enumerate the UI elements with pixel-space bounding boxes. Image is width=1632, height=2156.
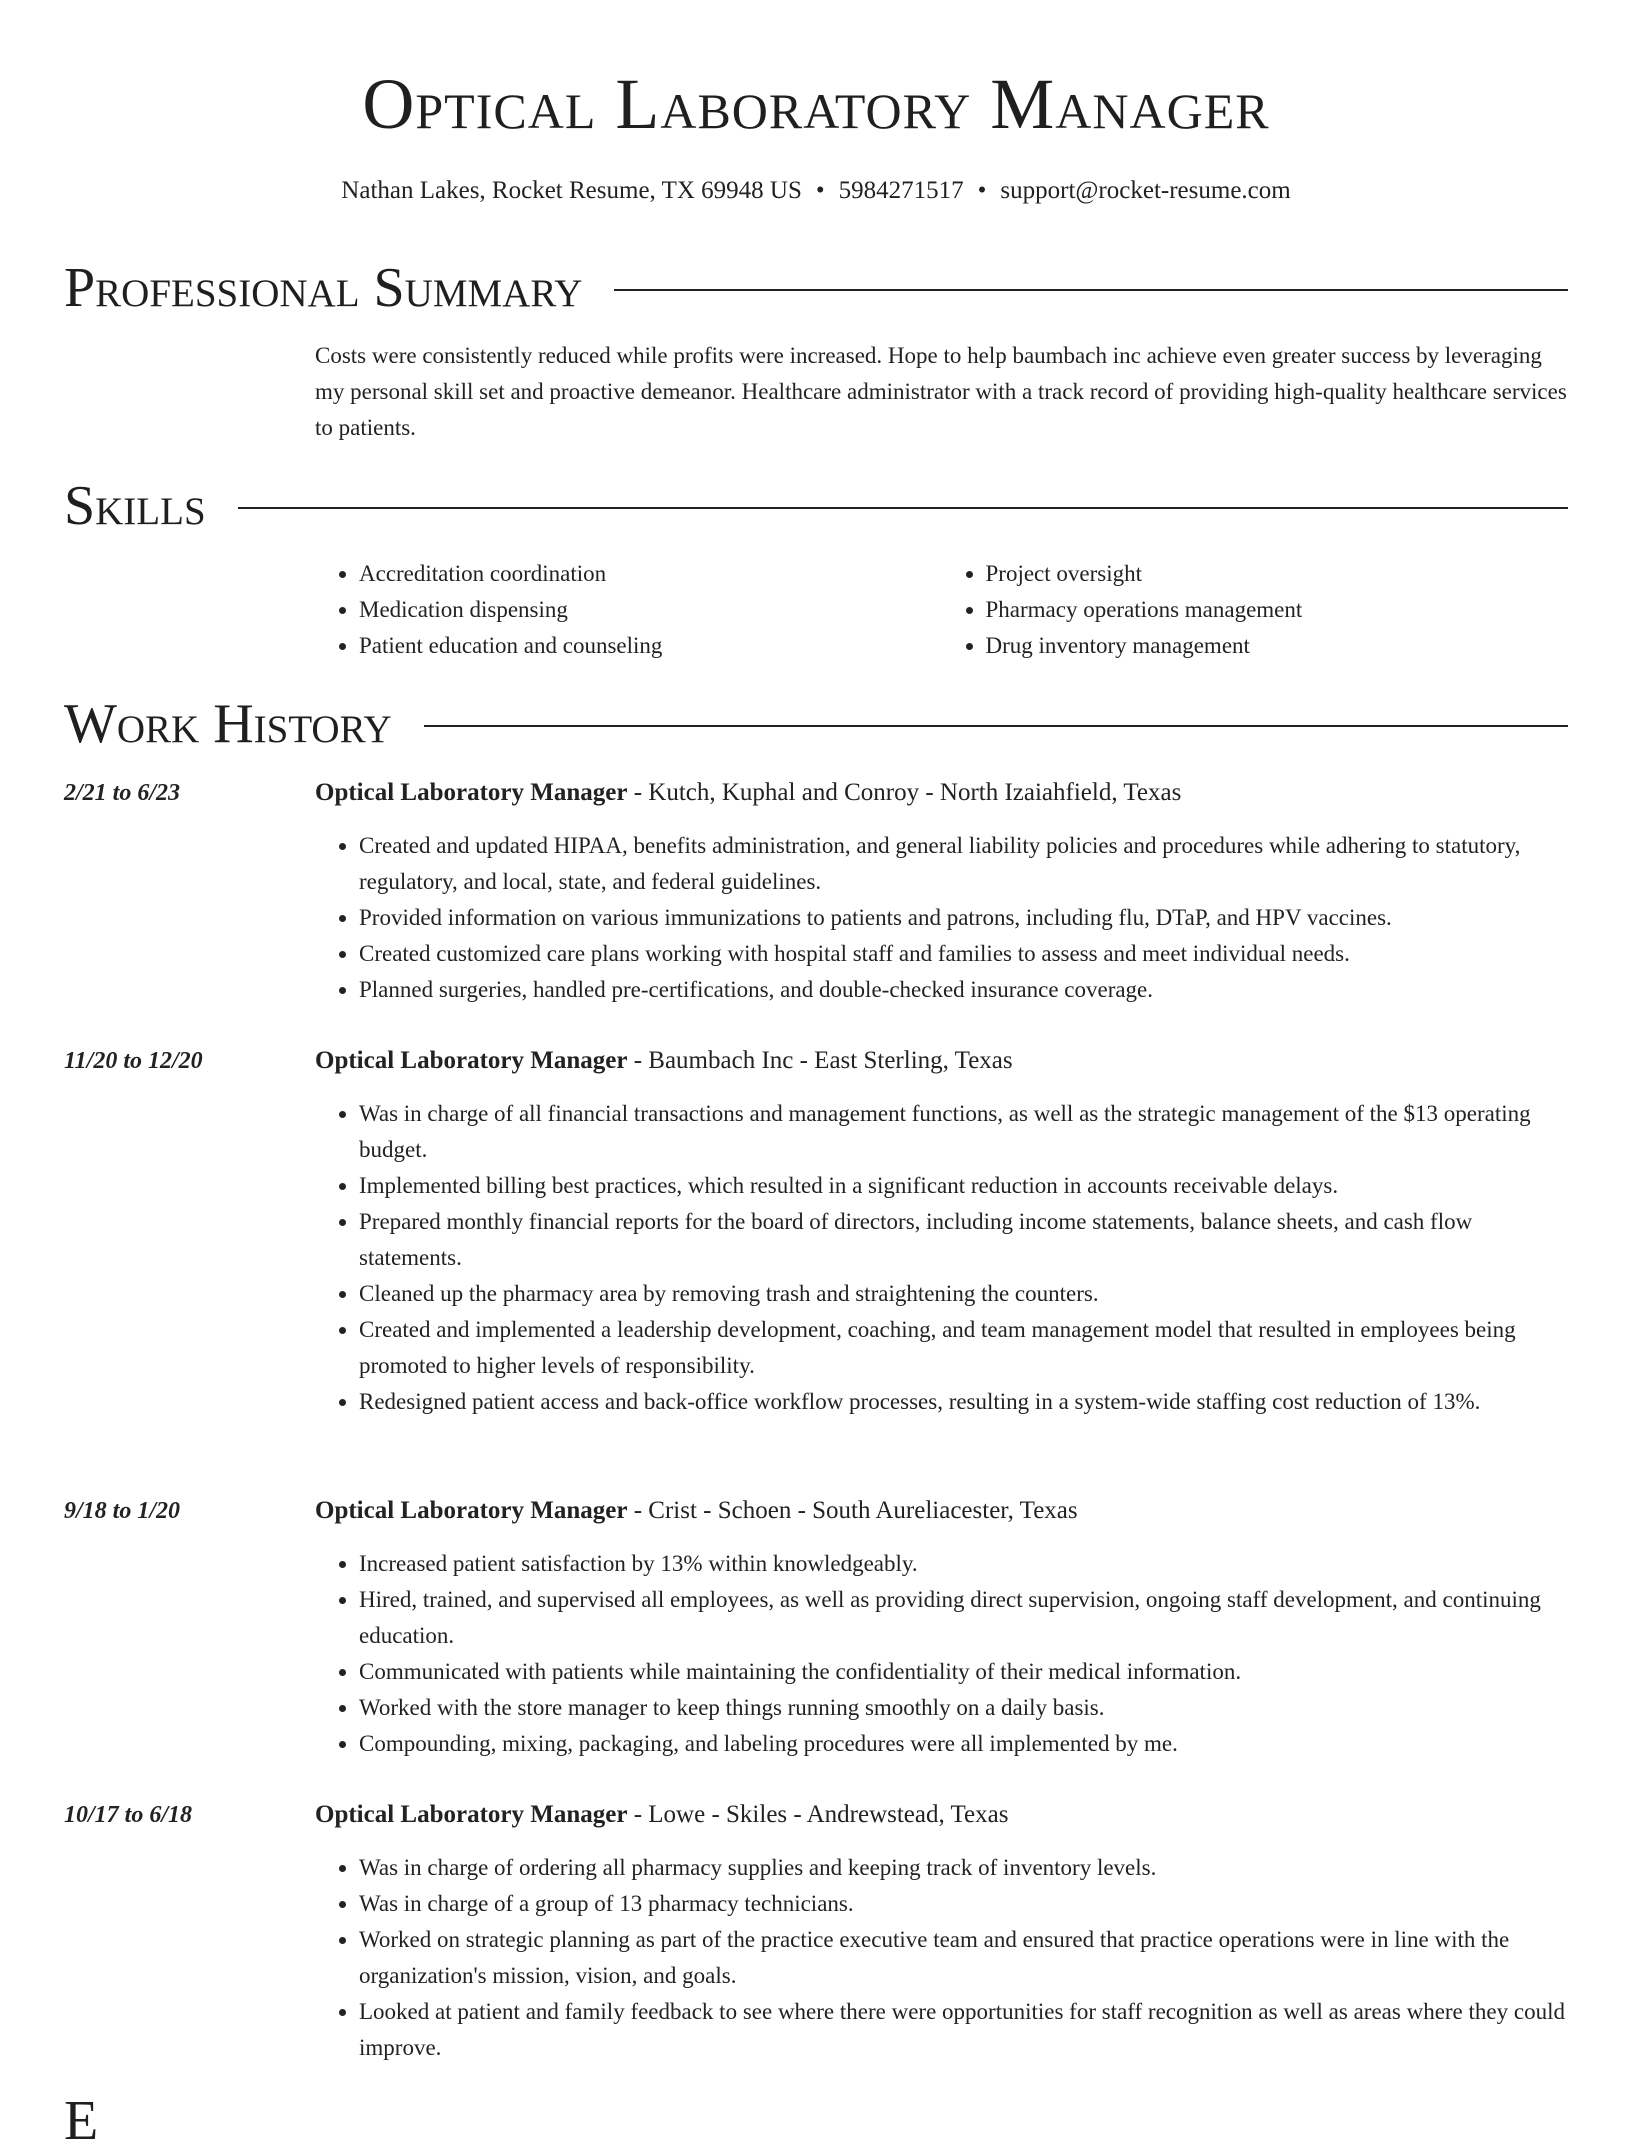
- job-date: 2/21 to 6/23: [64, 780, 181, 806]
- contact-separator: •: [977, 177, 987, 204]
- job-bullet: • Created and implemented a leadership development, coaching, and team management model that resulted in employees being promoted to higher levels of responsibility.: [359, 1312, 1568, 1384]
- contact-separator: •: [815, 177, 825, 204]
- skills-list: [315, 556, 1568, 664]
- job-company: - Lowe - Skiles - Andrewstead, Texas: [627, 1801, 1009, 1828]
- skill-item: • Medication dispensing: [359, 592, 942, 628]
- job-bullets: [315, 1546, 1568, 1762]
- job-bullet: • Increased patient satisfaction by 13% within knowledgeably.: [359, 1546, 1568, 1582]
- job-bullet: • Created and updated HIPAA, benefits administration, and general liability policies and procedures while adhering to statutory, regulatory, and local, state, and federal guidelines.: [359, 828, 1568, 900]
- next-section-heading-partial: E: [64, 2090, 99, 2152]
- job-entry: [64, 1494, 1568, 1762]
- work-history-heading: [64, 689, 1568, 759]
- job-title: Optical Laboratory Manager: [315, 779, 628, 806]
- job-bullet: • Was in charge of all financial transactions and management functions, as well as the strategic management of the $13 operating budget.: [359, 1096, 1568, 1168]
- job-entry: [64, 1798, 1568, 2066]
- job-bullet: • Was in charge of a group of 13 pharmacy technicians.: [359, 1886, 1568, 1922]
- contact-phone: 5984271517: [838, 177, 964, 204]
- job-bullet: • Was in charge of ordering all pharmacy supplies and keeping track of inventory levels.: [359, 1850, 1568, 1886]
- job-bullet: • Worked on strategic planning as part of the practice executive team and ensured that practice operations were in line with the organization's mission, vision, and goals.: [359, 1922, 1568, 1994]
- contact-line: [0, 174, 1632, 208]
- skill-item: • Pharmacy operations management: [986, 592, 1569, 628]
- job-bullet: • Cleaned up the pharmacy area by removing trash and straightening the counters.: [359, 1276, 1568, 1312]
- contact-email: support@rocket-resume.com: [1000, 177, 1291, 204]
- skills-heading: [64, 471, 1568, 541]
- job-company: - Kutch, Kuphal and Conroy - North Izaiahfield, Texas: [627, 779, 1182, 806]
- skills-column-left: [315, 556, 942, 664]
- job-bullet: • Compounding, mixing, packaging, and labeling procedures were all implemented by me.: [359, 1726, 1568, 1762]
- job-entry: [64, 1044, 1568, 1420]
- section-divider: [238, 507, 1568, 509]
- job-bullet: • Planned surgeries, handled pre-certifications, and double-checked insurance coverage.: [359, 972, 1568, 1008]
- job-bullet: • Prepared monthly financial reports for the board of directors, including income statements, balance sheets, and cash flow statements.: [359, 1204, 1568, 1276]
- job-bullet: • Created customized care plans working with hospital staff and families to assess and meet individual needs.: [359, 936, 1568, 972]
- job-bullet: • Looked at patient and family feedback to see where there were opportunities for staff recognition as well as areas where they could improve.: [359, 1994, 1568, 2066]
- skill-item: • Project oversight: [986, 556, 1569, 592]
- skills-column-right: [942, 556, 1569, 664]
- job-bullet: • Hired, trained, and supervised all employees, as well as providing direct supervision, ongoing staff development, and continuing education.: [359, 1582, 1568, 1654]
- job-entry: [64, 776, 1568, 1008]
- work-history-heading-text: Work History: [64, 693, 392, 755]
- skills-heading-text: Skills: [64, 475, 206, 537]
- section-divider: [424, 725, 1568, 727]
- job-title: Optical Laboratory Manager: [315, 1047, 628, 1074]
- job-bullet: • Implemented billing best practices, which resulted in a significant reduction in accounts receivable delays.: [359, 1168, 1568, 1204]
- job-heading: [315, 1494, 1568, 1528]
- summary-text: Costs were consistently reduced while profits were increased. Hope to help baumbach inc achieve even greater success by leveraging my personal skill set and proactive demeanor. Healthcare administrator with a track record of providing high-quality healthcare services to patients.: [315, 343, 1567, 440]
- job-company: - Baumbach Inc - East Sterling, Texas: [627, 1047, 1013, 1074]
- skill-item: • Patient education and counseling: [359, 628, 942, 664]
- job-title: Optical Laboratory Manager: [315, 1497, 628, 1524]
- job-bullets: [315, 1850, 1568, 2066]
- job-heading: [315, 1044, 1568, 1078]
- job-date: 9/18 to 1/20: [64, 1498, 181, 1524]
- job-date: 11/20 to 12/20: [64, 1048, 203, 1074]
- job-bullet: • Redesigned patient access and back-office workflow processes, resulting in a system-wide staffing cost reduction of 13%.: [359, 1384, 1568, 1420]
- skill-item: • Accreditation coordination: [359, 556, 942, 592]
- job-bullet: • Provided information on various immunizations to patients and patrons, including flu, DTaP, and HPV vaccines.: [359, 900, 1568, 936]
- summary-heading: [64, 253, 1568, 323]
- job-bullets: [315, 828, 1568, 1008]
- job-heading: [315, 1798, 1568, 1832]
- job-bullet: • Worked with the store manager to keep things running smoothly on a daily basis.: [359, 1690, 1568, 1726]
- section-divider: [614, 289, 1568, 291]
- resume-title: Optical Laboratory Manager: [362, 64, 1270, 144]
- job-heading: [315, 776, 1568, 810]
- contact-address: Nathan Lakes, Rocket Resume, TX 69948 US: [341, 177, 802, 204]
- skill-item: • Drug inventory management: [986, 628, 1569, 664]
- job-company: - Crist - Schoen - South Aureliacester, Texas: [627, 1497, 1078, 1524]
- job-bullet: • Communicated with patients while maintaining the confidentiality of their medical information.: [359, 1654, 1568, 1690]
- job-date: 10/17 to 6/18: [64, 1802, 193, 1828]
- summary-heading-text: Professional Summary: [64, 257, 583, 319]
- job-bullets: [315, 1096, 1568, 1420]
- job-title: Optical Laboratory Manager: [315, 1801, 628, 1828]
